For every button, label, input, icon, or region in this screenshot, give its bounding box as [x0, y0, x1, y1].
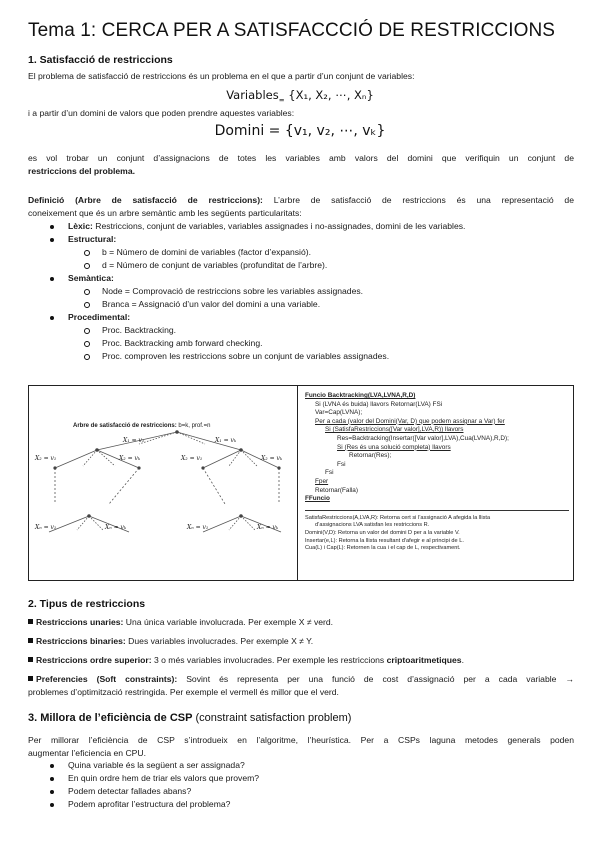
- definition-list: [48, 220, 465, 363]
- note-line: Insertar(e,L): Retorna la llista resultant d’afegir e al principi de L.: [305, 537, 464, 544]
- item-text: En quin ordre hem de triar els valors que provem?: [68, 773, 260, 783]
- item-text: Proc. Backtracking amb forward checking.: [102, 338, 263, 348]
- item-text: Una única variable involucrada. Per exemple X ≠ verd.: [123, 617, 334, 627]
- bullet-icon: [50, 790, 54, 794]
- section-3-paragraph-b: augmentar l’eficiencia en CPU.: [28, 748, 146, 758]
- tree-edge: [241, 450, 257, 466]
- formula-domini-lhs: Domini: [214, 123, 265, 139]
- list-item: [48, 259, 465, 272]
- square-bullet-icon: [28, 657, 33, 662]
- square-bullet-icon: [28, 638, 33, 643]
- item-text: Restriccions, conjunt de variables, variables assignades i no-assignades, domini de les variables.: [92, 221, 466, 231]
- item-label: Restriccions binaries:: [36, 636, 126, 646]
- note-line: Domini(V,D): Retorna un valor del domini D per a la variable V.: [305, 529, 460, 536]
- list-item: [48, 233, 465, 246]
- circle-bullet-icon: [84, 328, 90, 334]
- code-text: Res=Backtracking(Insertar([Var valor],LVA),Cua(LVNA),R,D);: [337, 434, 509, 442]
- pseudocode-block: [305, 392, 569, 553]
- list-item: [48, 772, 259, 785]
- item-text: Sovint és representa per una funció de cost d’assignació per a cada variable →: [177, 674, 574, 684]
- code-line: [305, 418, 569, 427]
- formula-variables-eq: =: [278, 96, 285, 105]
- bullet-icon: [50, 238, 54, 242]
- square-bullet-icon: [28, 676, 33, 681]
- tree-edge: [139, 432, 177, 444]
- code-text: Funcio Backtracking(LVA,LVNA,R,D): [305, 392, 416, 399]
- item-label: Semàntica:: [68, 273, 114, 283]
- section-3-list: [48, 759, 259, 811]
- code-text: Retornar(Res);: [349, 452, 392, 460]
- tree-label: Xₙ = v₁: [187, 524, 209, 531]
- note-line: SatisfaRestriccions(A,LVA,R): Retorna cert si l’assignació A afegida la llista: [305, 514, 491, 521]
- tree-node: [95, 448, 99, 452]
- item-label: Estructural:: [68, 234, 117, 244]
- circle-bullet-icon: [84, 250, 90, 256]
- code-text: Fsi: [337, 460, 346, 468]
- tree-node: [137, 466, 140, 469]
- formula-variables: [0, 88, 600, 104]
- tree-node: [53, 466, 56, 469]
- definition-label: Definició (Arbre de satisfacció de restriccions):: [28, 195, 263, 205]
- tree-node: [175, 430, 179, 434]
- formula-variables-rhs: {X₁, X₂, ⋯, Xₙ}: [288, 88, 374, 102]
- code-text: Fper: [315, 477, 329, 485]
- tree-label: X₂ = vₖ: [119, 455, 141, 462]
- formula-variables-lhs: Variables: [226, 88, 279, 102]
- section-3-heading: [28, 712, 351, 724]
- code-line: [305, 487, 569, 496]
- item-bold-end: criptoaritmetiques: [386, 655, 462, 665]
- code-text: Retornar(Falla): [315, 486, 358, 494]
- tree-edge: [203, 468, 225, 504]
- list-item: [48, 324, 465, 337]
- note-line: d’assignacions LVA satisfan les restriccions R.: [315, 522, 430, 529]
- tree-node: [87, 514, 91, 518]
- list-item: [48, 220, 465, 233]
- tree-diagram: [29, 386, 298, 580]
- list-item: [48, 246, 465, 259]
- list-item: [48, 798, 259, 811]
- restriction-unaries: [28, 616, 574, 629]
- tree-label: Xₙ = v₁: [35, 524, 57, 531]
- section-3-heading-bold: 3. Millora de l’eficiència de CSP: [28, 712, 193, 724]
- item-text: Proc. comproven les restriccions sobre un conjunt de variables assignades.: [102, 351, 390, 361]
- section-2-heading: 2. Tipus de restriccions: [28, 598, 146, 610]
- tree-label: X₂ = v₁: [181, 455, 203, 462]
- item-label: Preferencies (Soft constraints):: [36, 674, 178, 684]
- code-notes: [305, 515, 569, 553]
- restriction-binaries: [28, 635, 574, 648]
- tree-node: [239, 514, 243, 518]
- restriction-preferencies-line-1: [28, 673, 574, 686]
- tree-edge: [89, 516, 103, 530]
- item-text: Podem detectar fallades abans?: [68, 786, 192, 796]
- section-1-paragraph-3b: restriccions del problema.: [28, 166, 135, 176]
- bullet-icon: [50, 225, 54, 229]
- tree-title-text: Arbre de satisfacció de restriccions:: [73, 423, 177, 429]
- bullet-icon: [50, 316, 54, 320]
- section-3-heading-rest: (constraint satisfaction problem): [192, 712, 352, 724]
- code-line: [305, 444, 569, 453]
- code-line: [305, 495, 569, 504]
- code-line: [305, 452, 569, 461]
- code-text: Per a cada (valor del Domini(Var, D) que podem assignar a Var) fer: [315, 417, 505, 425]
- section-1-paragraph-2: i a partir d’un domini de valors que poden prendre aquestes variables:: [28, 108, 295, 118]
- tree-label: X₁ = vₖ: [215, 437, 237, 444]
- list-item: [48, 350, 465, 363]
- item-text: 3 o més variables involucrades. Per exemple les restriccions: [151, 655, 387, 665]
- note-line: Cua(L) i Cap(L): Retornen la cua i el cap de L, respectivament.: [305, 545, 461, 552]
- item-text: Branca = Assignació d’un valor del domini a una variable.: [102, 299, 321, 309]
- tree-edge: [55, 450, 97, 468]
- item-text: Node = Comprovació de restriccions sobre les variables assignades.: [102, 286, 364, 296]
- tree-edge: [83, 450, 97, 466]
- tree-edge: [203, 450, 241, 468]
- item-text: Proc. Backtracking.: [102, 325, 177, 335]
- item-label: Restriccions unaries:: [36, 617, 124, 627]
- list-item: [48, 285, 465, 298]
- definition-line-1: [28, 194, 574, 207]
- tree-node: [201, 466, 204, 469]
- circle-bullet-icon: [84, 341, 90, 347]
- tree-edge: [177, 432, 205, 444]
- circle-bullet-icon: [84, 302, 90, 308]
- item-end: .: [461, 655, 464, 665]
- section-3-paragraph-a: Per millorar l’eficiència de CSP s’introdueix en l’algoritme, l’heurística. Per a CSPs laguna metodes generals poden: [28, 735, 574, 745]
- item-label: Procedimental:: [68, 312, 131, 322]
- code-line: [305, 478, 569, 487]
- code-text: Si (SatisfaRestriccions([Var valor],LVA,R)) llavors: [325, 426, 464, 434]
- section-1-paragraph-1: El problema de satisfacció de restriccions és un problema en el que a partir d’un conjunt de variables:: [28, 71, 415, 81]
- tree-edge: [241, 516, 255, 530]
- page-title: Tema 1: CERCA PER A SATISFACCCIÓ DE RESTRICCIONS: [28, 20, 556, 41]
- code-text: FFuncio: [305, 495, 330, 503]
- bullet-icon: [50, 764, 54, 768]
- bullet-icon: [50, 777, 54, 781]
- definition-text-a: L’arbre de satisfacció de restriccions és una representació de: [262, 195, 574, 205]
- tree-label: Xₙ = vₖ: [105, 524, 127, 531]
- item-text: b = Número de domini de variables (factor d’expansió).: [102, 247, 311, 257]
- list-item: [48, 337, 465, 350]
- formula-domini: [0, 123, 600, 139]
- item-label: Restriccions ordre superior:: [36, 655, 152, 665]
- code-text: Fsi: [325, 469, 334, 477]
- tree-node: [277, 466, 280, 469]
- restriction-preferencies-line-2: problemes d’optimització restringida. Per exemple el vermell és millor que el verd.: [28, 687, 339, 697]
- list-item: [48, 298, 465, 311]
- tree-label: Xₙ = vₖ: [257, 524, 279, 531]
- section-1-heading: 1. Satisfacció de restriccions: [28, 54, 173, 66]
- definition-line-2: coneixement que és un arbre semàntic amb les següents particularitats:: [28, 208, 302, 218]
- code-line: [305, 401, 569, 410]
- tree-svg: [29, 386, 297, 580]
- item-text: Quina variable és la següent a ser assignada?: [68, 760, 245, 770]
- code-line: [305, 426, 569, 435]
- code-text: Si (LVNA és buida) llavors Retornar(LVA) FSi: [315, 400, 443, 408]
- code-separator: [305, 510, 569, 511]
- list-item: [48, 785, 259, 798]
- tree-label: X₁ = v₁: [123, 437, 145, 444]
- bullet-icon: [50, 803, 54, 807]
- list-item: [48, 272, 465, 285]
- list-item: [48, 311, 465, 324]
- restriction-ordre-superior: [28, 654, 574, 667]
- code-text: Var=Cap(LVNA);: [315, 409, 363, 417]
- section-1-paragraph-3a: es vol trobar un conjunt d’assignacions de totes les variables amb valors del domini que verifiquin un conjunt de: [28, 153, 574, 163]
- formula-domini-rhs: = {v₁, v₂, ⋯, vₖ}: [268, 123, 386, 139]
- code-line: [305, 469, 569, 478]
- circle-bullet-icon: [84, 289, 90, 295]
- tree-edge: [109, 468, 139, 504]
- bullet-icon: [50, 277, 54, 281]
- item-label: Lèxic:: [68, 221, 93, 231]
- tree-node: [239, 448, 243, 452]
- circle-bullet-icon: [84, 263, 90, 269]
- code-line: [305, 392, 569, 401]
- square-bullet-icon: [28, 619, 33, 624]
- tree-label: X₂ = vₖ: [261, 455, 283, 462]
- code-line: [305, 461, 569, 470]
- list-item: [48, 759, 259, 772]
- item-text: Dues variables involucrades. Per exemple X ≠ Y.: [125, 636, 314, 646]
- code-text: Si (Res és una solució completa) llavors: [337, 443, 451, 451]
- tree-edge: [203, 516, 241, 532]
- figure-box: [28, 385, 574, 581]
- tree-label: X₂ = v₁: [35, 455, 57, 462]
- tree-params-text: b=k, prof.=n: [178, 423, 211, 429]
- item-text: Podem aprofitar l’estructura del problema?: [68, 799, 231, 809]
- code-line: [305, 435, 569, 444]
- circle-bullet-icon: [84, 354, 90, 360]
- item-text: d = Número de conjunt de variables (profunditat de l’arbre).: [102, 260, 328, 270]
- code-line: [305, 409, 569, 418]
- tree-edge: [97, 450, 115, 466]
